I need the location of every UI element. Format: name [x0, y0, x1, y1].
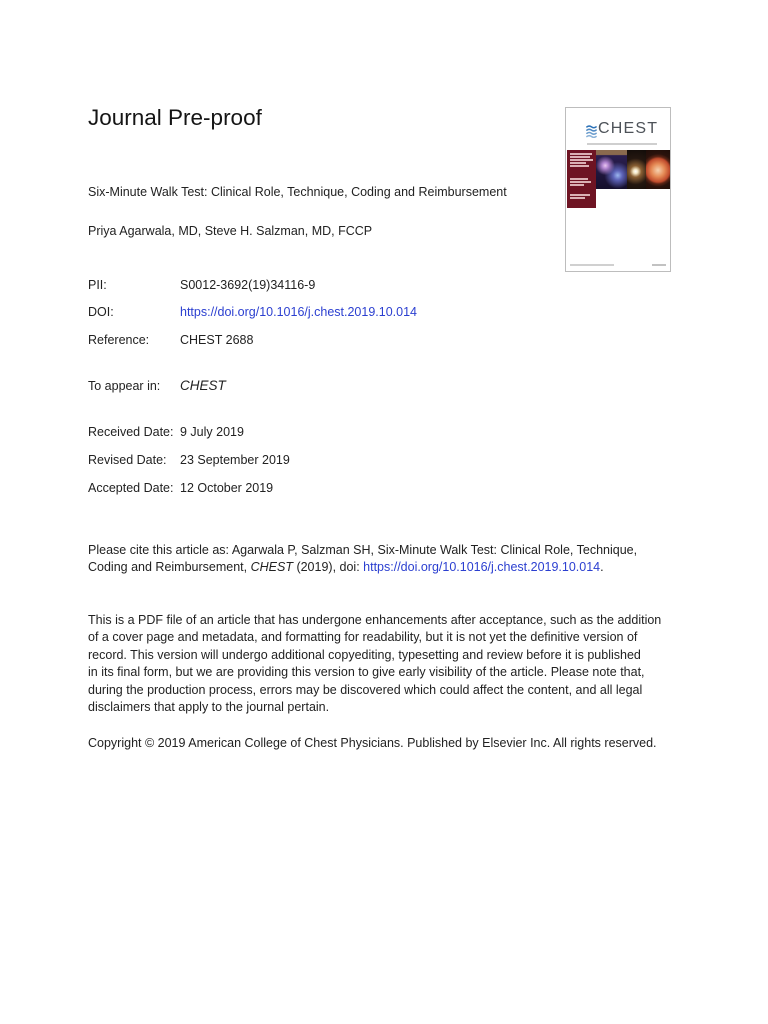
cover-text-line — [570, 197, 585, 199]
cover-text-line — [570, 159, 593, 161]
chest-logo-text: CHEST — [598, 120, 659, 137]
article-authors: Priya Agarwala, MD, Steve H. Salzman, MD, FCCP — [88, 224, 373, 238]
disclaimer-paragraph — [88, 612, 688, 716]
appear-in-journal: CHEST — [180, 378, 226, 393]
cover-text-line — [570, 194, 590, 196]
citation-journal: CHEST — [250, 560, 293, 575]
citation-text: . — [600, 560, 604, 575]
chest-logo-icon — [586, 125, 597, 138]
appear-in-label: To appear in: — [88, 379, 161, 393]
disclaimer-line: in its final form, but we are providing this version to give early visibility of the article. Please note that, — [88, 665, 645, 680]
cover-footer-line — [652, 264, 666, 266]
doi-label: DOI: — [88, 305, 114, 319]
reference-label: Reference: — [88, 333, 150, 347]
cover-image-microscopy — [596, 150, 627, 189]
citation-doi-link[interactable]: https://doi.org/10.1016/j.chest.2019.10.014 — [363, 560, 601, 575]
doi-link[interactable]: https://doi.org/10.1016/j.chest.2019.10.014 — [180, 305, 417, 319]
date-row-accepted — [88, 479, 648, 497]
cover-text-line — [570, 178, 588, 180]
disclaimer-line: This is a PDF file of an article that has undergone enhancements after acceptance, such as the addition — [88, 613, 662, 627]
date-row-received — [88, 423, 648, 441]
cover-text-line — [570, 162, 586, 164]
revised-date-label: Revised Date: — [88, 453, 167, 467]
reference-value: CHEST 2688 — [180, 333, 254, 347]
citation-paragraph — [88, 542, 688, 577]
citation-text: Coding and Reimbursement, — [88, 560, 251, 575]
article-title: Six-Minute Walk Test: Clinical Role, Technique, Coding and Reimbursement — [88, 185, 507, 199]
cover-text-line — [570, 165, 589, 167]
journal-pre-proof-heading: Journal Pre-proof — [88, 105, 262, 130]
meta-row-reference — [88, 331, 648, 349]
pii-value: S0012-3692(19)34116-9 — [180, 278, 316, 292]
meta-row-pii — [88, 276, 648, 294]
cover-text-line — [570, 184, 584, 186]
cover-image-light — [627, 150, 646, 189]
copyright-notice: Copyright © 2019 American College of Chest Physicians. Published by Elsevier Inc. All rights reserved. — [88, 736, 657, 750]
meta-row-appear-in — [88, 377, 648, 395]
cover-red-panel — [567, 150, 596, 208]
date-row-revised — [88, 451, 648, 469]
citation-line — [88, 559, 688, 576]
cover-subtitle-line — [587, 143, 657, 145]
disclaimer-line: during the production process, errors may be discovered which could affect the content, and all legal — [88, 682, 643, 697]
disclaimer-line: record. This version will undergo additional copyediting, typesetting and review before it is published — [88, 647, 641, 662]
accepted-date-label: Accepted Date: — [88, 481, 174, 495]
received-date-value: 9 July 2019 — [180, 425, 244, 439]
citation-line: Please cite this article as: Agarwala P, Salzman SH, Six-Minute Walk Test: Clinical Role, Technique, — [88, 543, 638, 557]
pii-label: PII: — [88, 278, 107, 292]
cover-image-circle — [646, 150, 670, 189]
disclaimer-line: of a cover page and metadata, and formatting for readability, but it is not yet the definitive version of — [88, 630, 638, 645]
cover-text-line — [570, 153, 592, 155]
cover-text-line — [570, 181, 591, 183]
accepted-date-value: 12 October 2019 — [180, 481, 274, 495]
meta-row-doi — [88, 303, 648, 321]
cover-text-line — [570, 156, 590, 158]
journal-cover-thumbnail — [565, 107, 671, 272]
disclaimer-line: disclaimers that apply to the journal pertain. — [88, 699, 330, 714]
received-date-label: Received Date: — [88, 425, 174, 439]
citation-text: (2019), doi: — [292, 560, 364, 575]
cover-footer-line — [570, 264, 614, 266]
revised-date-value: 23 September 2019 — [180, 453, 290, 467]
